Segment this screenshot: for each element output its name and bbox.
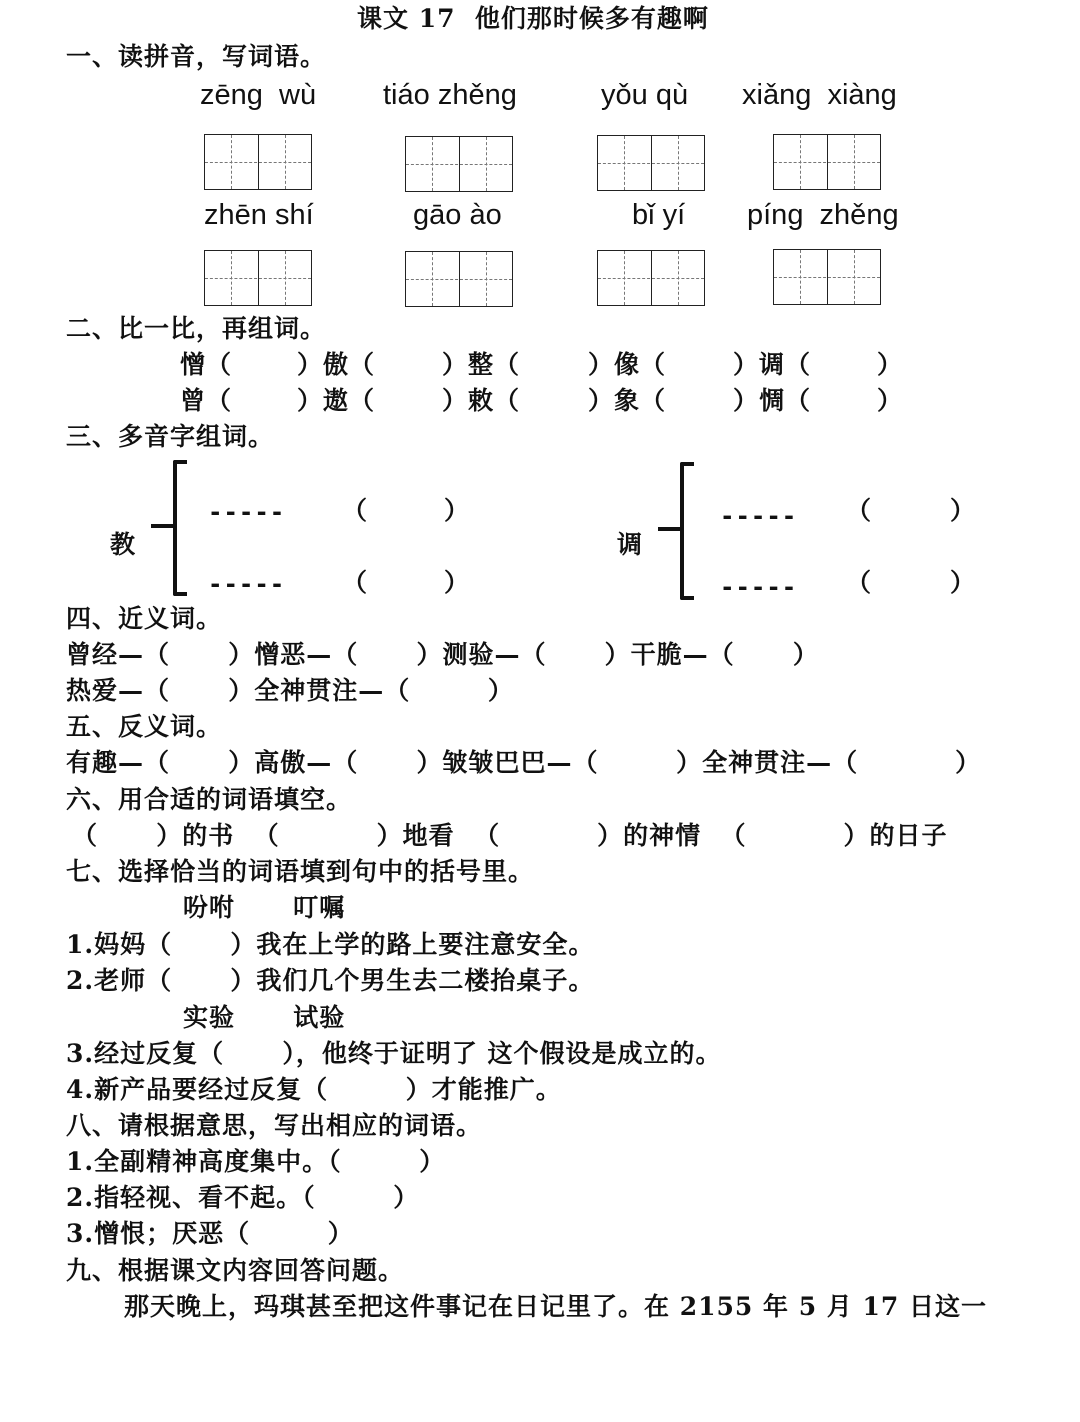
- compare-item: 憎（: [180, 350, 233, 379]
- paren-close: ）: [950, 568, 977, 597]
- pinyin-biyi: bǐ yí: [632, 199, 686, 231]
- writing-grid-7[interactable]: [597, 250, 705, 306]
- writing-grid-6[interactable]: [405, 251, 513, 307]
- reading-passage: 那天晚上，玛琪甚至把这件事记在日记里了。在 2155 年 5 月 17 日这一: [124, 1292, 987, 1321]
- writing-grid-5[interactable]: [204, 250, 312, 306]
- compare-item: ）: [877, 386, 904, 415]
- paren-close: ）: [444, 496, 471, 525]
- question-8-1: 1.全副精神高度集中。（ ）: [66, 1147, 446, 1176]
- synonym-line-1: 曾经—（ ）憎恶—（ ）测验—（ ）干脆—（ ）: [66, 640, 819, 669]
- section-4-heading: 四、近义词。: [66, 604, 223, 633]
- pinyin-tiaozheng: tiáo zhěng: [383, 79, 517, 111]
- fill-line-1: （ ）的书 （ ）地看 （ ）的神情 （ ）的日子: [72, 821, 948, 850]
- paren-open: （: [342, 496, 369, 525]
- paren-close: ）: [444, 568, 471, 597]
- section-5-heading: 五、反义词。: [66, 712, 223, 741]
- question-8-3: 3.憎恨；厌恶（ ）: [66, 1219, 354, 1248]
- compare-item: 曾（: [180, 386, 233, 415]
- section-9-heading: 九、根据课文内容回答问题。: [66, 1256, 405, 1285]
- compare-item: ）惆（: [733, 386, 812, 415]
- pinyin-pingzheng: píng zhěng: [747, 199, 899, 231]
- section-6-heading: 六、用合适的词语填空。: [66, 785, 353, 814]
- left-bracket-icon: [173, 460, 187, 596]
- section-8-heading: 八、请根据意思，写出相应的词语。: [66, 1111, 483, 1140]
- writing-grid-4[interactable]: [773, 134, 881, 190]
- paren-open: （: [846, 568, 873, 597]
- answer-blank[interactable]: -----: [720, 502, 798, 530]
- section-1-heading: 一、读拼音，写词语。: [66, 42, 327, 71]
- writing-grid-2[interactable]: [405, 136, 513, 192]
- word-choices-2: 实验 试验: [183, 1003, 346, 1032]
- pinyin-youqu: yǒu qù: [601, 79, 689, 111]
- synonym-line-2: 热爱—（ ）全神贯注—（ ）: [66, 676, 514, 705]
- compare-item: ）整（: [442, 350, 521, 379]
- compare-item: ）调（: [733, 350, 812, 379]
- pinyin-gaoao: gāo ào: [413, 199, 502, 231]
- page-title: 课文 17 他们那时候多有趣啊: [357, 4, 709, 33]
- writing-grid-1[interactable]: [204, 134, 312, 190]
- section-7-heading: 七、选择恰当的词语填到句中的括号里。: [66, 857, 535, 886]
- compare-item: ）像（: [588, 350, 667, 379]
- compare-item: ）敕（: [442, 386, 521, 415]
- bracket-stub: [151, 524, 175, 528]
- answer-blank[interactable]: -----: [208, 570, 286, 598]
- pinyin-zengwu: zēng wù: [200, 79, 317, 111]
- polyphone-char-tiao: 调: [617, 530, 644, 559]
- question-7-4: 4.新产品要经过反复（ ）才能推广。: [66, 1075, 562, 1104]
- answer-blank[interactable]: -----: [720, 573, 798, 601]
- writing-grid-3[interactable]: [597, 135, 705, 191]
- paren-close: ）: [950, 496, 977, 525]
- pinyin-zhenshi: zhēn shí: [204, 199, 314, 231]
- answer-blank[interactable]: -----: [208, 498, 286, 526]
- writing-grid-8[interactable]: [773, 249, 881, 305]
- compare-item: ）傲（: [297, 350, 376, 379]
- bracket-stub: [658, 527, 682, 531]
- paren-open: （: [342, 568, 369, 597]
- left-bracket-icon: [680, 462, 694, 600]
- paren-open: （: [846, 496, 873, 525]
- word-choices-1: 吩咐 叮嘱: [183, 893, 346, 922]
- polyphone-char-jiao: 教: [110, 530, 137, 559]
- section-3-heading: 三、多音字组词。: [66, 422, 275, 451]
- pinyin-xiangxiang: xiǎng xiàng: [742, 79, 897, 111]
- question-8-2: 2.指轻视、看不起。（ ）: [66, 1183, 420, 1212]
- question-7-1: 1.妈妈（ ）我在上学的路上要注意安全。: [66, 930, 595, 959]
- section-2-heading: 二、比一比，再组词。: [66, 314, 327, 343]
- question-7-2: 2.老师（ ）我们几个男生去二楼抬桌子。: [66, 966, 595, 995]
- compare-item: ）遨（: [297, 386, 376, 415]
- question-7-3: 3.经过反复（ ），他终于证明了 这个假设是成立的。: [66, 1039, 722, 1068]
- compare-item: ）象（: [588, 386, 667, 415]
- antonym-line-1: 有趣—（ ）高傲—（ ）皱皱巴巴—（ ）全神贯注—（ ）: [66, 748, 982, 777]
- compare-item: ）: [877, 350, 904, 379]
